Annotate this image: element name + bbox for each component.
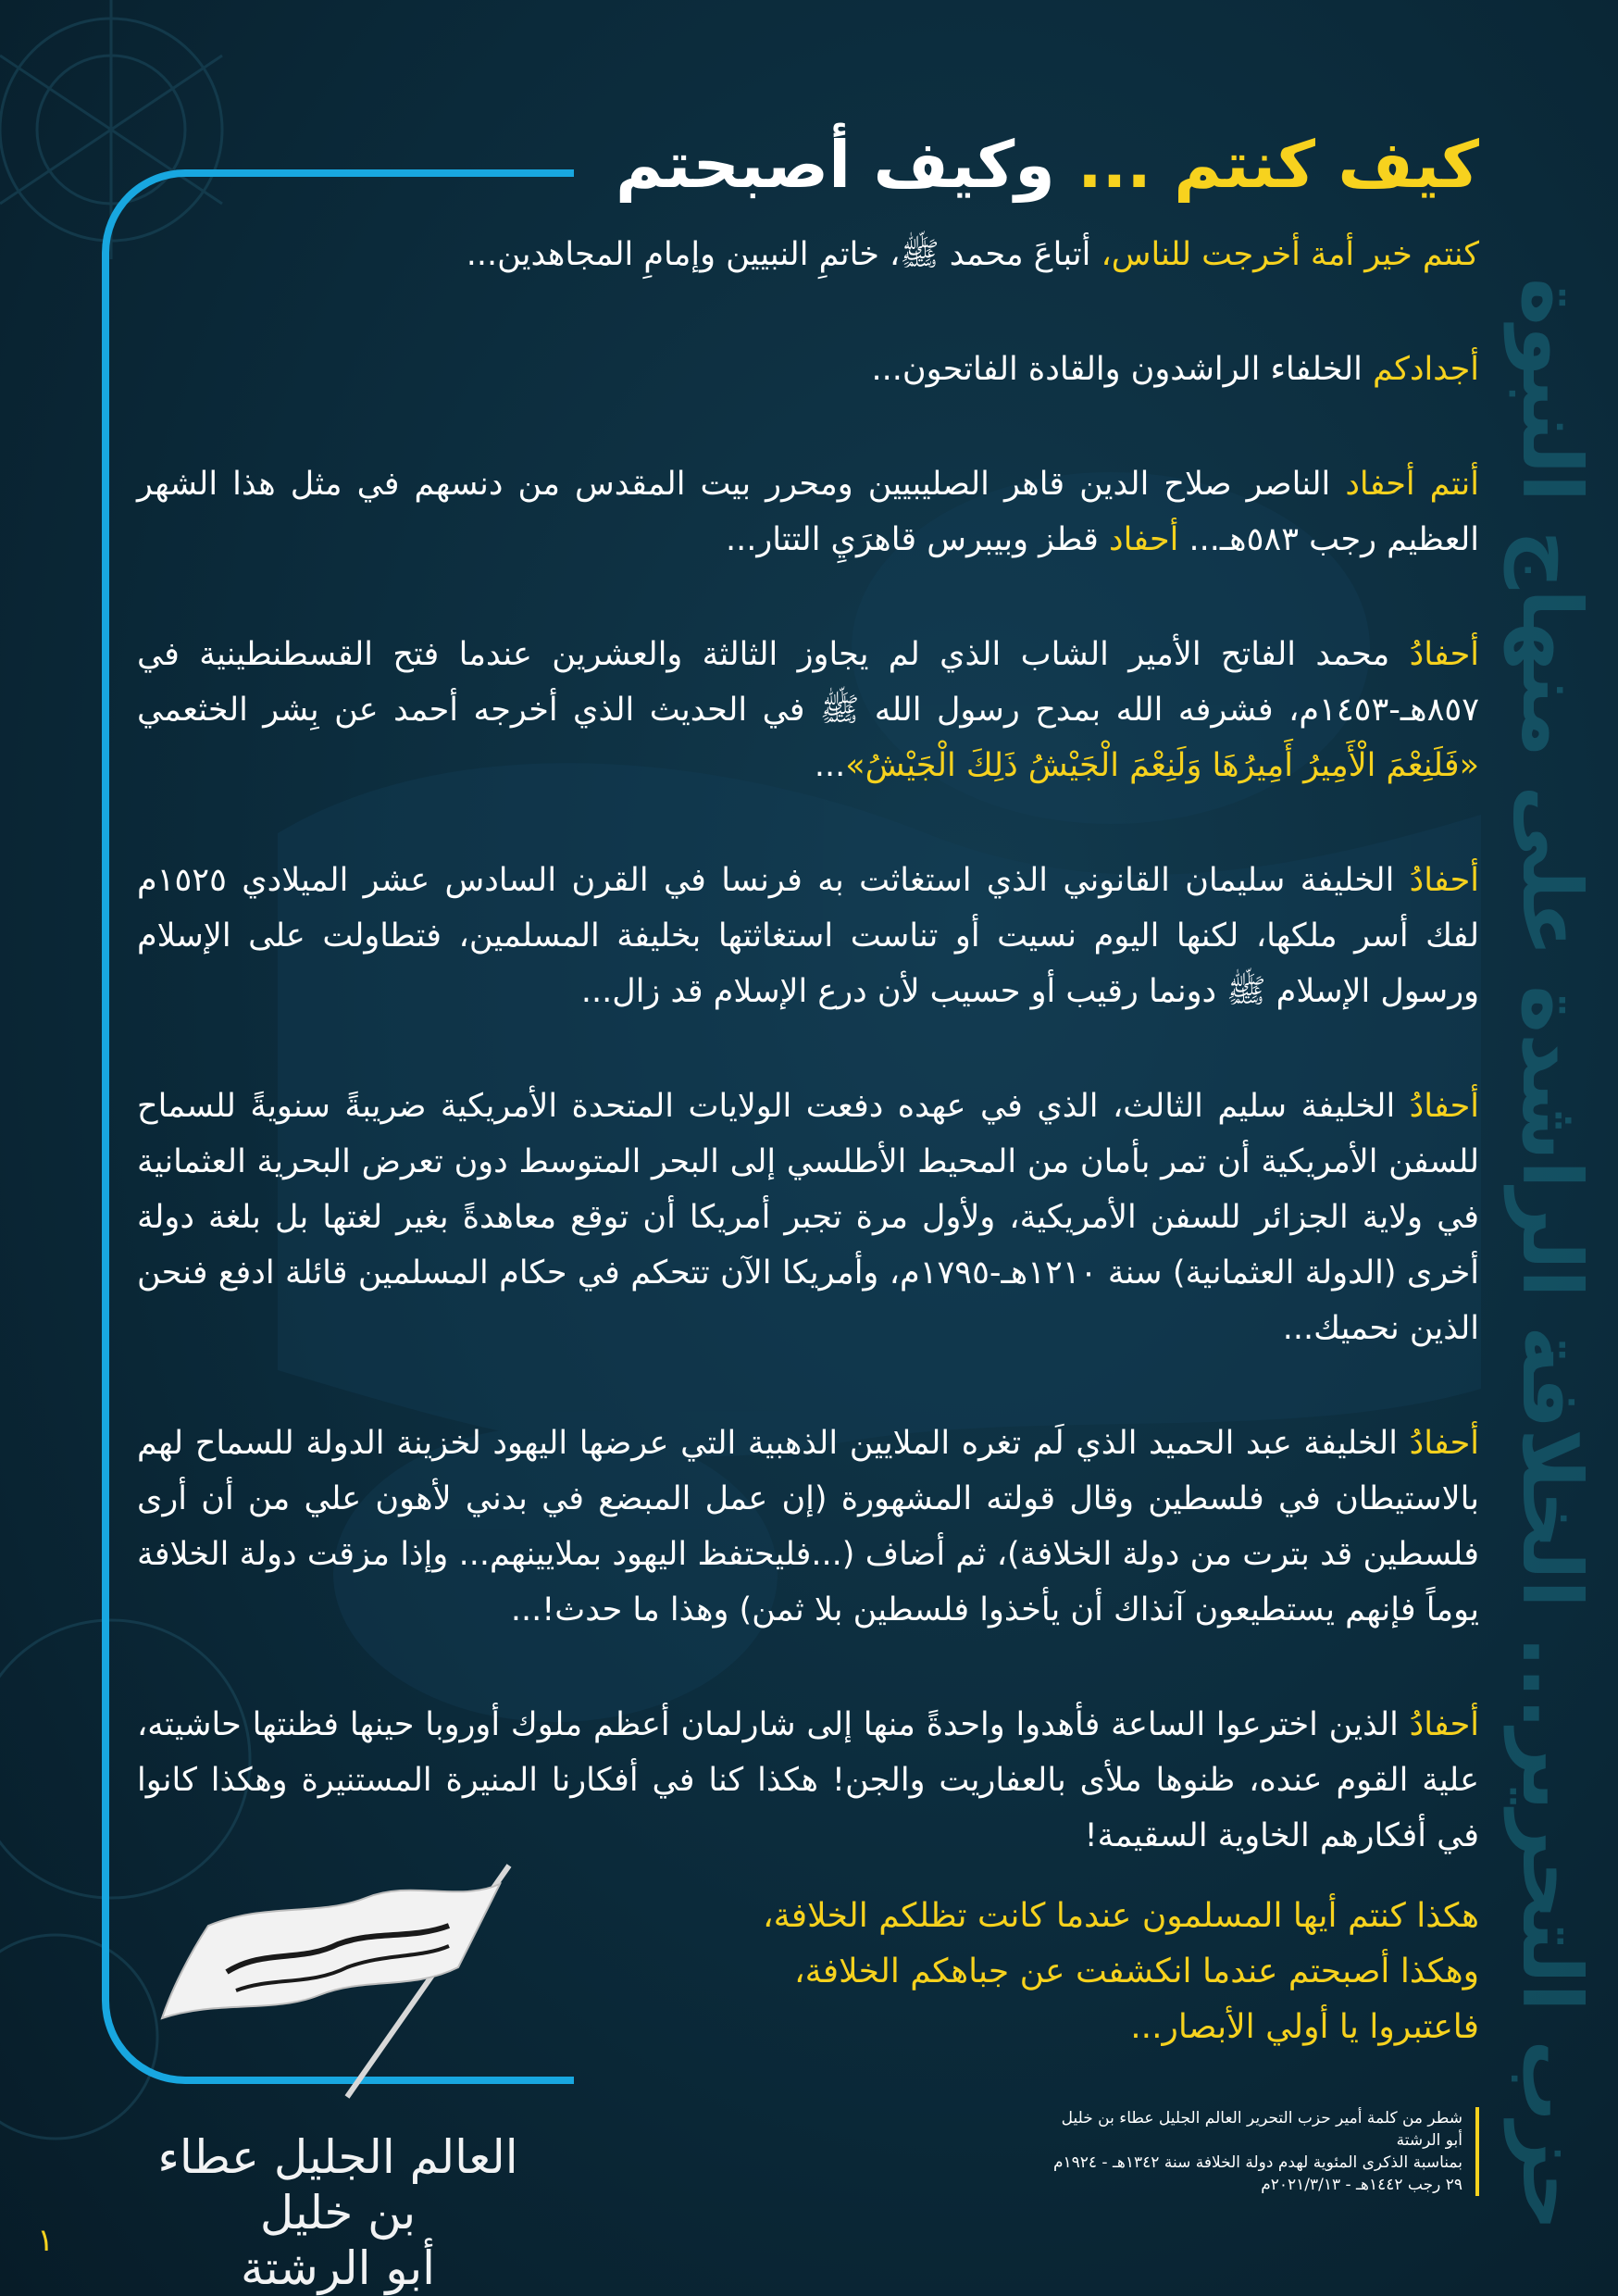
paragraph-8	[137, 1697, 1479, 1864]
paragraph-4	[137, 627, 1479, 793]
side-banner: حزب التحرير... الخلافة الراشدة على منهاج النبوة	[1504, 278, 1599, 2231]
page-number: ١	[37, 2222, 55, 2259]
footnote	[1046, 2107, 1479, 2196]
footnote-line-2: بمناسبة الذكرى المئوية لهدم دولة الخلافة سنة ١٣٤٢هـ - ١٩٢٤م	[1052, 2153, 1462, 2172]
paragraph-text: الناصر صلاح الدين قاهر الصليبيين ومحرر بيت المقدس من دنسهم في مثل هذا الشهر العظيم رجب ٥٨٣هـ...	[137, 466, 1479, 558]
closing-statement	[461, 1889, 1479, 2055]
flag-icon	[153, 1861, 551, 2102]
paragraph-text: أتباعَ محمد ﷺ، خاتمِ النبيين وإمامِ المجاهدين...	[466, 236, 1101, 273]
paragraph-lead: كنتم خير أمة أخرجت للناس،	[1101, 236, 1479, 273]
paragraph-text: الخليفة عبد الحميد الذي لَم تغره الملايين الذهبية التي عرضها اليهود لخزينة الدولة للسماح لهم بالاستيطان في فلسطين وقال قولته المشهورة (إن عمل المبضع في بدني لأهون علي من أن أرى فلسطين قد بترت من دولة الخلافة)، ثم أضاف (...فليحتفظ اليهود بملايينهم... وإذا مزقت دولة الخلافة يوماً فإنهم يستطيعون آنذاك أن يأخذوا فلسطين بلا ثمن) وهذا ما حدث!...	[137, 1425, 1479, 1628]
article-body	[137, 227, 1479, 1923]
title-part-1: كيف كنتم ...	[1077, 127, 1479, 203]
closing-line-2: وهكذا أصبحتم عندما انكشفت عن جباهكم الخلافة،	[794, 1953, 1479, 1990]
paragraph-7	[137, 1416, 1479, 1638]
paragraph-text-2: ...	[814, 747, 846, 784]
paragraph-text-2: قطز وبيبرس قاهرَيِ التتار...	[725, 521, 1110, 558]
page-title	[616, 119, 1479, 211]
paragraph-text: الخلفاء الراشدون والقادة الفاتحون...	[871, 351, 1373, 388]
paragraph-lead: أحفادُ	[1409, 636, 1479, 673]
footnote-line-1: شطر من كلمة أمير حزب التحرير العالم الجليل عطاء بن خليل أبو الرشتة	[1061, 2109, 1462, 2150]
paragraph-5	[137, 853, 1479, 1019]
paragraph-3	[137, 456, 1479, 568]
paragraph-text: الخليفة سليم الثالث، الذي في عهده دفعت الولايات المتحدة الأمريكية ضريبةً سنويةً للسماح للسفن الأمريكية أن تمر بأمان من المحيط الأطلسي إلى البحر المتوسط دون تعرض البحرية العثمانية في ولاية الجزائر للسفن الأمريكية، ولأول مرة تجبر أمريكا أن توقع معاهدةً بغير لغتها بل بلغة دولة أخرى (الدولة العثمانية) سنة ١٢١٠هـ-١٧٩٥م، وأمريكا الآن تتحكم في حكام المسلمين قائلة ادفع فنحن الذين نحميك...	[137, 1088, 1479, 1347]
paragraph-6	[137, 1079, 1479, 1356]
closing-line-3: فاعتبروا يا أولي الأبصار...	[1130, 2008, 1479, 2046]
paragraph-2	[137, 342, 1479, 397]
signature-line-1: العالم الجليل عطاء بن خليل	[157, 2130, 518, 2240]
paragraph-lead-2: أحفاد	[1109, 521, 1179, 558]
paragraph-1	[137, 227, 1479, 282]
paragraph-lead: أحفادُ	[1409, 1706, 1479, 1743]
closing-line-1: هكذا كنتم أيها المسلمون عندما كانت تظلكم الخلافة،	[762, 1897, 1479, 1935]
paragraph-lead: أحفادُ	[1409, 862, 1479, 899]
paragraph-text: الخليفة سليمان القانوني الذي استغاثت به فرنسا في القرن السادس عشر الميلادي ١٥٢٥م لفك أسر ملكها، لكنها اليوم نسيت أو تناست استغاثتها بخليفة المسلمين، فتطاولت على الإسلام ورسول الإسلام ﷺ دونما رقيب أو حسيب لأن درع الإسلام قد زال...	[137, 862, 1479, 1010]
signature-line-2: أبو الرشتة	[240, 2241, 436, 2295]
paragraph-lead: أحفادُ	[1409, 1088, 1479, 1125]
hadith-quote: «فَلَنِعْمَ الْأَمِيرُ أَمِيرُهَا وَلَنِعْمَ الْجَيْشُ ذَلِكَ الْجَيْشُ»	[845, 747, 1479, 784]
signature-calligraphy	[139, 2129, 537, 2296]
footnote-line-3: ٢٩ رجب ١٤٤٢هـ - ٢٠٢١/٣/١٣م	[1261, 2176, 1462, 2194]
paragraph-text: محمد الفاتح الأمير الشاب الذي لم يجاوز الثالثة والعشرين عندما فتح القسطنطينية في ٨٥٧هـ-١٤٥٣م، فشرفه الله بمدح رسول الله ﷺ في الحديث الذي أخرجه أحمد عن بِشر الخثعمي	[137, 636, 1479, 729]
paragraph-lead: أحفادُ	[1409, 1425, 1479, 1462]
paragraph-lead: أجدادكم	[1373, 351, 1479, 388]
title-part-2: وكيف أصبحتم	[616, 127, 1055, 203]
paragraph-lead: أنتم أحفاد	[1345, 466, 1479, 503]
paragraph-text: الذين اخترعوا الساعة فأهدوا واحدةً منها إلى شارلمان أعظم ملوك أوروبا حينها فظنتها حاشيته، علية القوم عنده، ظنوها ملأى بالعفاريت والجن! هكذا كنا في أفكارنا المنيرة المستنيرة وهكذا كانوا في أفكارهم الخاوية السقيمة!	[137, 1706, 1479, 1854]
